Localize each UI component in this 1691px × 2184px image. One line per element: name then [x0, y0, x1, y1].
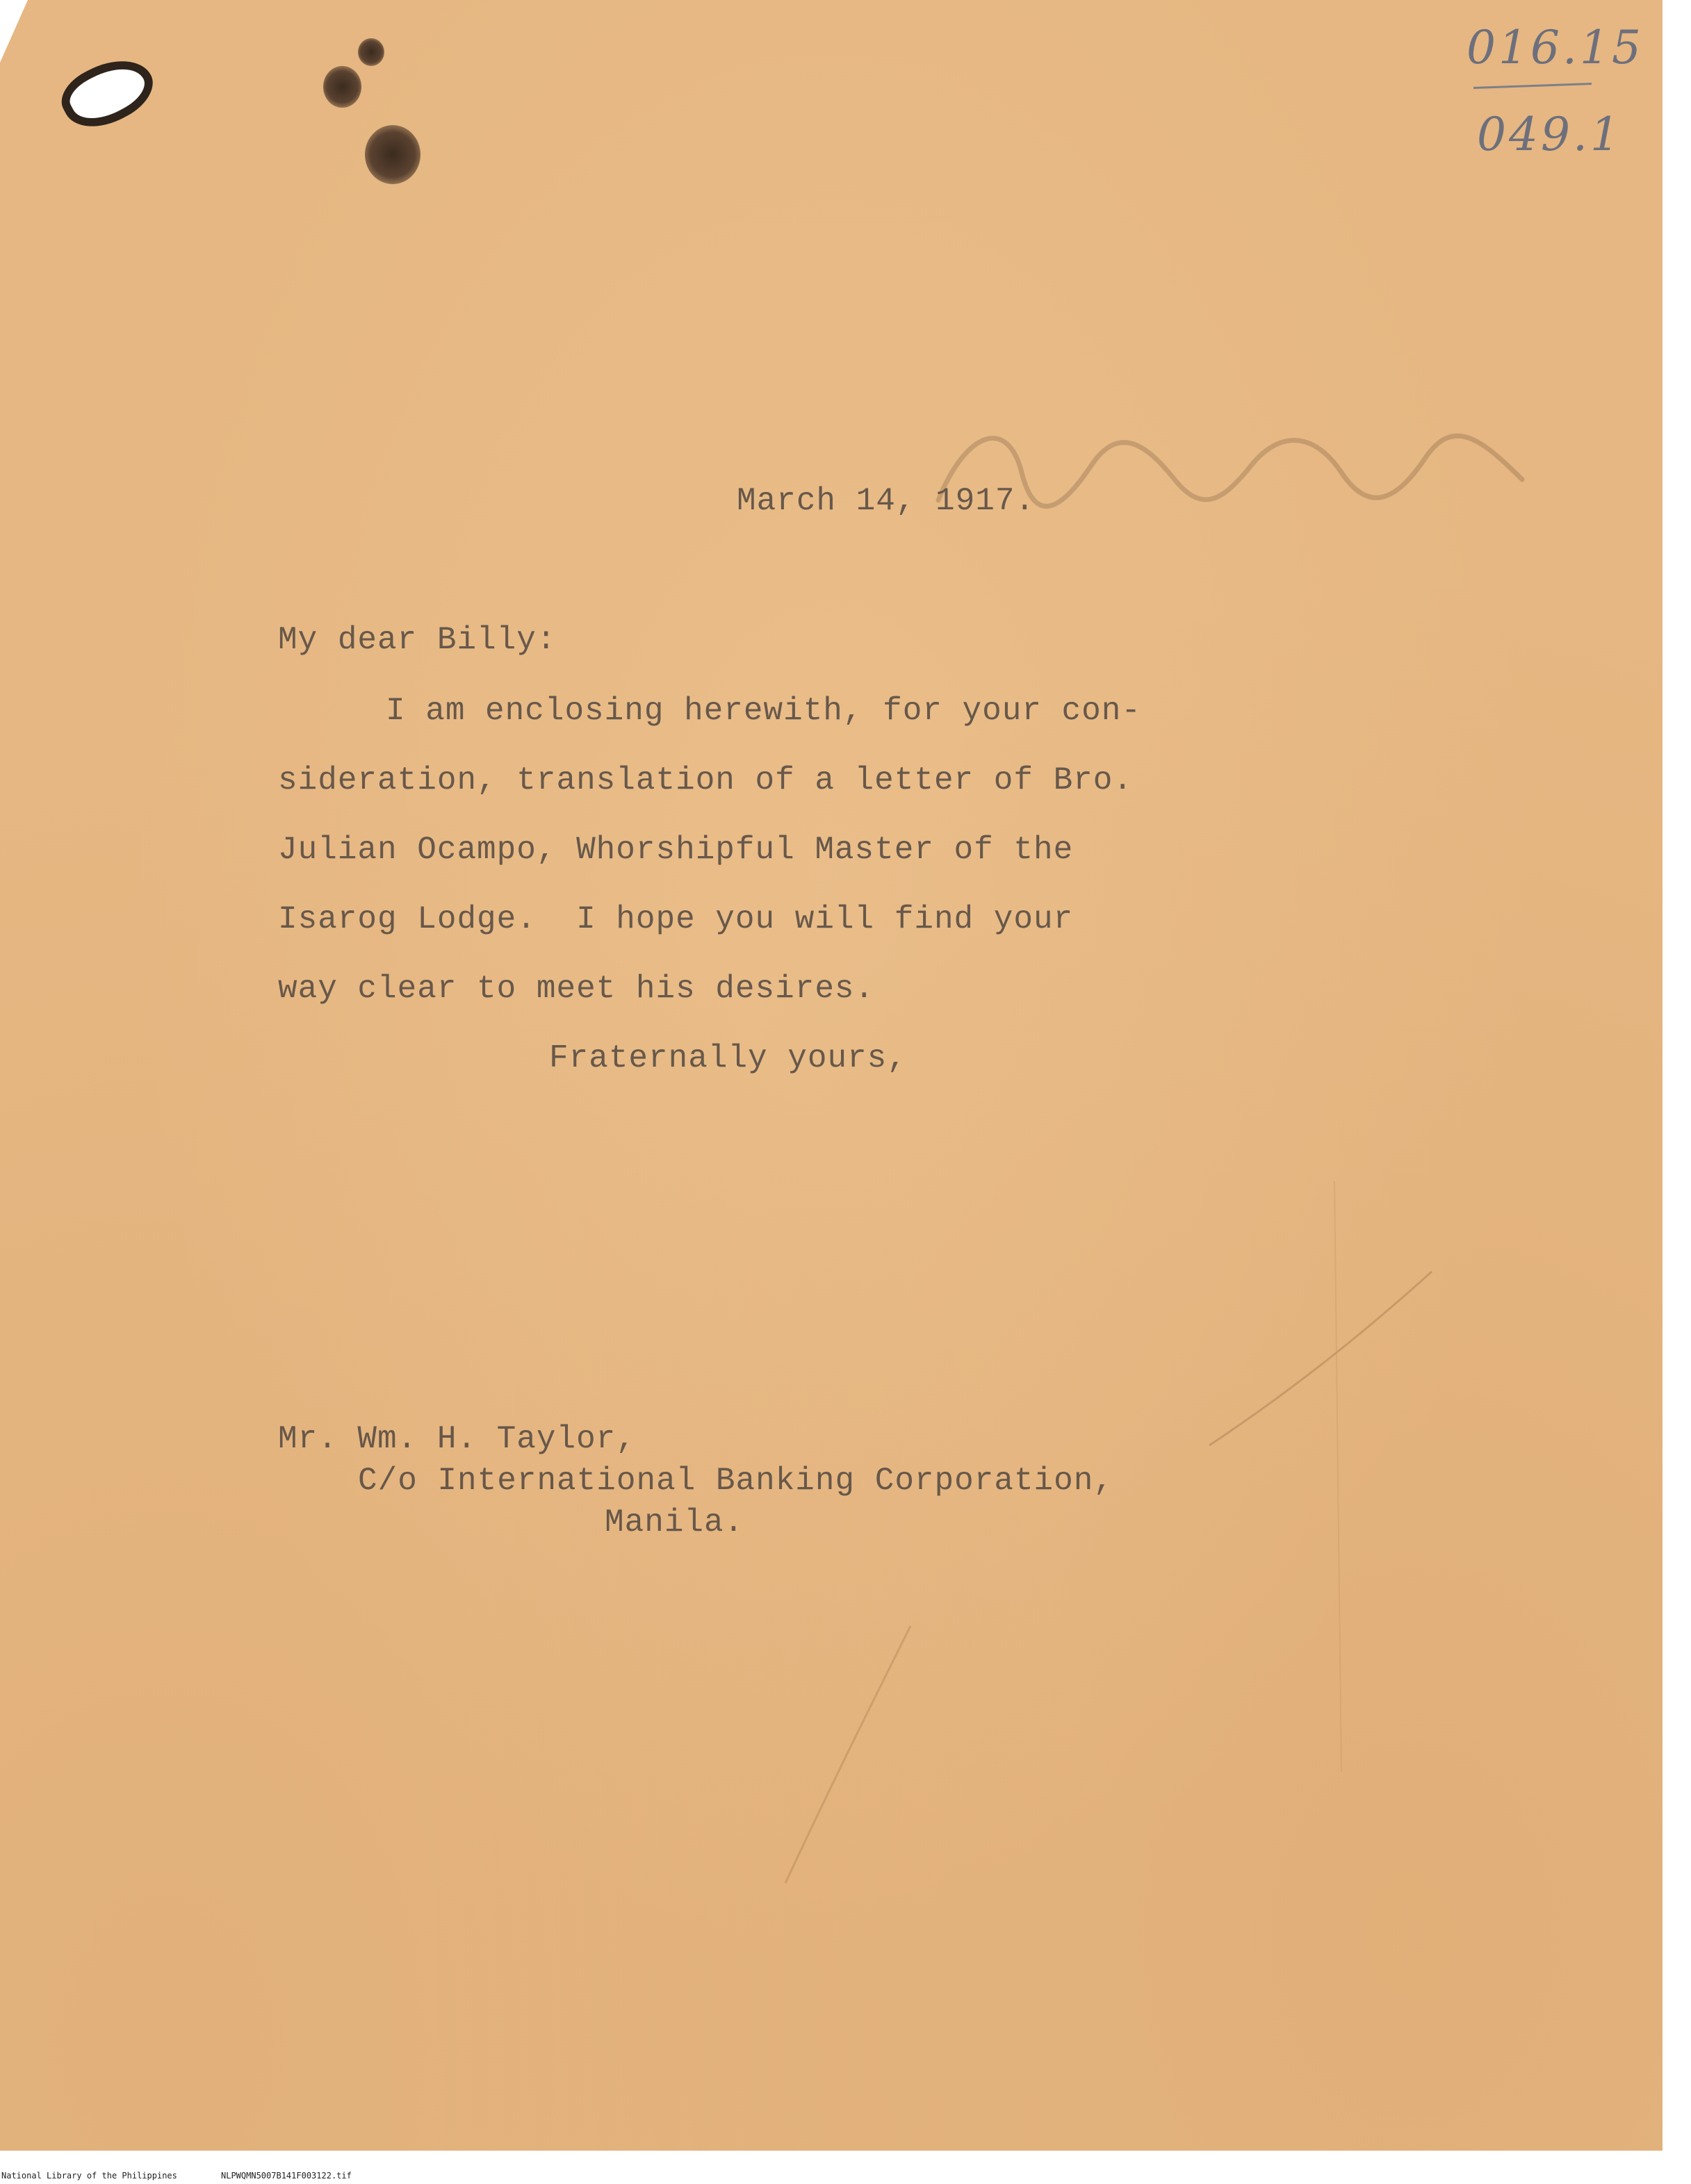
- letter-date: March 14, 1917.: [737, 483, 1036, 519]
- body-line: I am enclosing herewith, for your con-: [386, 693, 1141, 729]
- letter-closing: Fraternally yours,: [549, 1040, 907, 1076]
- address-line: Manila.: [605, 1504, 744, 1541]
- body-line: sideration, translation of a letter of Bro.: [278, 762, 1133, 798]
- body-line: way clear to meet his desires.: [278, 971, 875, 1007]
- handwritten-file-number-top: 016.15: [1467, 21, 1644, 74]
- body-line: Julian Ocampo, Whorshipful Master of the: [278, 832, 1074, 868]
- handwritten-file-number-bottom: 049.1: [1477, 108, 1622, 161]
- scan-footer: [0, 2167, 1691, 2184]
- body-line: Isarog Lodge. I hope you will find your: [278, 901, 1074, 937]
- footer-filename: NLPWQMN5007B141F003122.tif: [221, 2171, 352, 2181]
- scan-margin: [1663, 0, 1691, 2184]
- address-line: Mr. Wm. H. Taylor,: [278, 1421, 636, 1457]
- footer-library-name: National Library of the Philippines: [1, 2171, 177, 2181]
- letter-salutation: My dear Billy:: [278, 622, 557, 658]
- address-line: C/o International Banking Corporation,: [358, 1463, 1113, 1499]
